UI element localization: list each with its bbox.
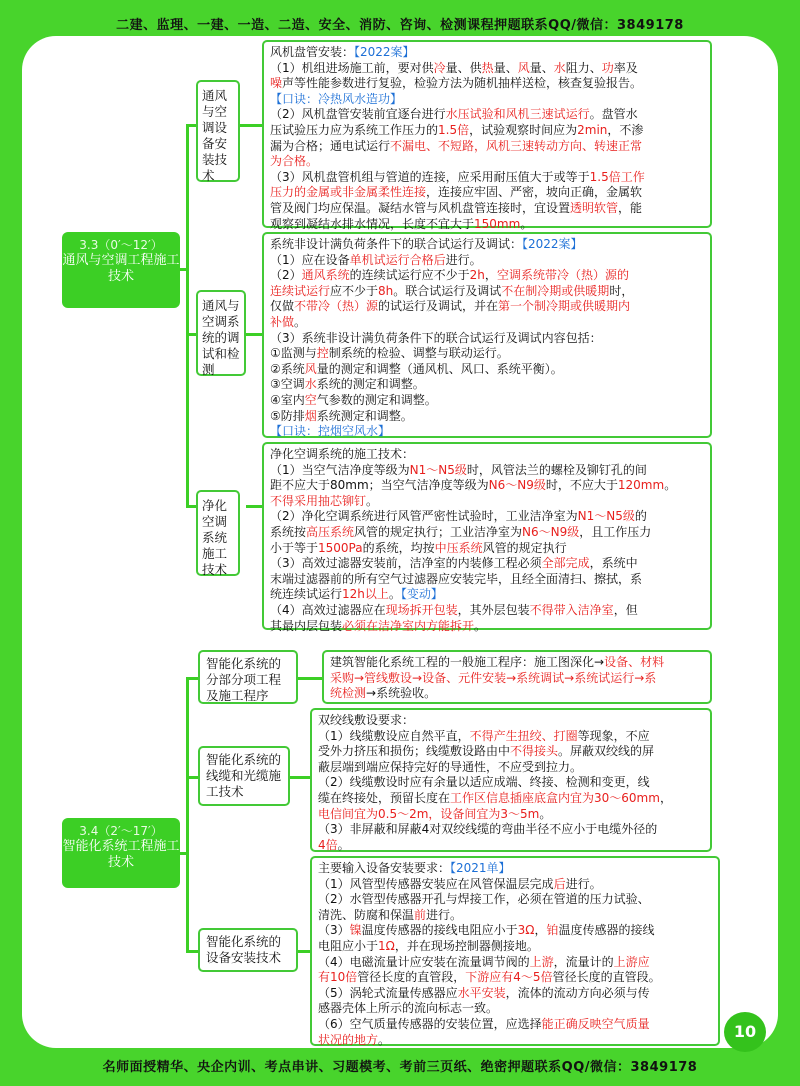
- text-line: 不得采用抽芯铆钉。: [270, 493, 379, 508]
- content-box-subdivision-procedure: [322, 650, 712, 704]
- text-line: ③空调水系统的测定和调整。: [270, 377, 425, 392]
- text-line: ⑤防排烟系统测定和调整。: [270, 408, 413, 423]
- text-line: 补做。: [270, 314, 307, 329]
- content-box-device-install: [310, 856, 720, 1046]
- text-line: 距不应大于80mm；当空气洁净度等级为N6～N9级时，不应大于120mm。: [270, 478, 677, 493]
- text-line: （3）高效过滤器安装前，洁净室的内装修工程必须全部完成，系统中: [270, 556, 638, 571]
- bottom-banner: 名师面授精华、央企内训、考点串讲、习题模考、考前三页纸、绝密押题联系QQ/微信：3849178: [102, 1060, 698, 1075]
- content-box-equipment-install: [262, 40, 712, 231]
- text-line: 观察到凝结水排水情况，长度不宜大于150mm。: [270, 216, 533, 231]
- text-line: （6）空气质量传感器的安装位置，应选择能正确反映空气质量: [318, 1016, 650, 1031]
- connector: [186, 677, 198, 680]
- text-line: 感器壳体上所示的流向标志一致。: [318, 1001, 499, 1016]
- connector: [186, 124, 196, 127]
- section-title: 智能化系统工程施工技术: [62, 839, 180, 870]
- text-line: ①监测与控制系统的检验、调整与联动运行。: [270, 346, 509, 361]
- text-line: （3）镍温度传感器的接线电阻应小于3Ω，铂温度传感器的接线: [318, 923, 655, 938]
- text-line: （4）电磁流量计应安装在流量调节阀的上游，流量计的上游应: [318, 954, 650, 969]
- text-line: （1）应在设备单机试运行合格后进行。: [270, 252, 482, 267]
- text-line: 系统按高压系统风管的规定执行；工业洁净室为N6～N9级，且工作压力: [270, 524, 652, 539]
- connector: [246, 333, 262, 336]
- text-line: ④室内空气参数的测定和调整。: [270, 392, 437, 407]
- text-line: 4倍。: [318, 837, 350, 852]
- text-line: （1）线缆敷设应自然平直，不得产生扭绞、打圈等现象，不应: [318, 728, 650, 743]
- text-line: 受外力挤压和损伤；线缆敷设路由中不得接头。屏蔽双绞线的屏: [318, 744, 655, 759]
- text-line: （5）涡轮式流量传感器应水平安装，流体的流动方向必须与传: [318, 985, 650, 1000]
- connector: [298, 677, 322, 680]
- content-box-cable-fiber: [310, 708, 712, 852]
- content-box-system-commissioning: [262, 232, 712, 438]
- text-line: 电信间宜为0.5～2m，设备间宜为3～5m。: [318, 806, 552, 821]
- text-line: 蔽层端到端应保持完好的导通性，不应受到拉力。: [318, 759, 583, 774]
- text-line: 末端过滤器前的所有空气过滤器应安装完毕，且经全面清扫、擦拭，系: [270, 571, 643, 586]
- text-line: 小于等于1500Pa的系统，均按中压系统风管的规定执行: [270, 540, 567, 555]
- text-line: （2）线缆敷设时应有余量以适应成端、终接、检测和变更，线: [318, 775, 650, 790]
- text-line: （2）通风系统的连续试运行应不少于2h，空调系统带冷（热）源的: [270, 268, 629, 283]
- connector: [186, 776, 198, 779]
- text-line: 电阻应小于1Ω，并在现场控制器侧接地。: [318, 938, 539, 953]
- topic-label-device-install: 智能化系统的设备安装技术: [198, 928, 298, 972]
- connector: [246, 505, 262, 508]
- text-line: （3）非屏蔽和屏蔽4对双绞线缆的弯曲半径不应小于电缆外径的: [318, 822, 658, 837]
- top-banner: 二建、监理、一建、一造、二造、安全、消防、咨询、检测课程押题联系QQ/微信：3849178: [116, 18, 684, 33]
- connector: [186, 505, 196, 508]
- text-line: 噪声等性能参数进行复验，检验方法为随机抽样送检，核查复验报告。: [270, 76, 643, 91]
- section-code: 3.4（2′～17′）: [79, 824, 163, 838]
- text-line: 其最内层包装必须在洁净室内方能拆开。: [270, 618, 487, 633]
- text-line: ②系统风量的测定和调整（通风机、风口、系统平衡）。: [270, 361, 563, 376]
- section-3-4-chip: [62, 818, 180, 888]
- topic-label-equipment-install: 通风与空调设备安装技术: [196, 80, 240, 182]
- text-line: 净化空调系统的施工技术：: [270, 447, 415, 461]
- topic-label-cable-fiber: 智能化系统的线缆和光缆施工技术: [198, 746, 290, 806]
- connector: [290, 776, 310, 779]
- text-line: 缆在终接处，预留长度在工作区信息插座底盒内宜为30～60mm，: [318, 790, 672, 805]
- topic-label-system-commissioning: 通风与空调系统的调试和检测: [196, 290, 246, 376]
- connector: [186, 124, 189, 507]
- text-line: 风机盘管安装：【2022案】: [270, 45, 415, 59]
- section-code: 3.3（0′～12′）: [79, 238, 163, 252]
- text-line: （3）系统非设计满负荷条件下的联合试运行及调试内容包括：: [270, 330, 602, 345]
- text-line: 采购→管线敷设→设备、元件安装→系统调试→系统试运行→系: [330, 670, 657, 685]
- text-line: 建筑智能化系统工程的一般施工程序：施工图深化→设备、材料: [330, 655, 665, 669]
- section-3-3-chip: [62, 232, 180, 308]
- connector: [298, 950, 310, 953]
- section-title: 通风与空调工程施工技术: [62, 253, 180, 284]
- text-line: 状况的地方。: [318, 1032, 391, 1047]
- connector: [186, 333, 196, 336]
- text-line: 管及阀门均应保温。凝结水管与风机盘管连接时，宜设置透明软管，能: [270, 200, 643, 215]
- text-line: （1）机组进场施工前，要对供冷量、供热量、风量、水阻力、功率及: [270, 60, 638, 75]
- connector: [186, 677, 189, 952]
- text-line: 漏为合格；通电试运行不漏电、不短路，风机三速转动方向、转速正常: [270, 138, 643, 153]
- text-line: 压力的金属或非金属柔性连接，连接应牢固、严密，坡向正确，金属软: [270, 185, 643, 200]
- text-line: 【口诀：控烟空风水】: [270, 424, 391, 439]
- connector: [186, 950, 198, 953]
- text-line: 有10倍管径长度的直管段，下游应有4～5倍管径长度的直管段。: [318, 970, 661, 985]
- text-line: 双绞线敷设要求：: [318, 713, 415, 727]
- text-line: （2）净化空调系统进行风管严密性试验时，工业洁净室为N1～N5级的: [270, 509, 647, 524]
- text-line: （2）风机盘管安装前宜逐台进行水压试验和风机三速试运行。盘管水: [270, 107, 638, 122]
- text-line: （2）水管型传感器开孔与焊接工作，必须在管道的压力试验、: [318, 892, 650, 907]
- page-number: 10: [724, 1012, 766, 1052]
- text-line: 主要输入设备安装要求：【2021单】: [318, 861, 511, 875]
- text-line: 压试验压力应为系统工作压力的1.5倍，试验观察时间应为2min，不渗: [270, 122, 644, 137]
- text-line: 统连续试运行12h以上。【变动】: [270, 587, 443, 602]
- text-line: 系统非设计满负荷条件下的联合试运行及调试：【2022案】: [270, 237, 583, 251]
- text-line: 仅做不带冷（热）源的试运行及调试，并在第一个制冷期或供暖期内: [270, 299, 631, 314]
- topic-label-clean-aircon: 净化空调系统施工技术: [196, 490, 240, 576]
- text-line: （4）高效过滤器应在现场拆开包装，其外层包装不得带入洁净室，但: [270, 602, 638, 617]
- text-line: 清洗、防腐和保温前进行。: [318, 907, 463, 922]
- text-line: （1）风管型传感器安装应在风管保温层完成后进行。: [318, 876, 602, 891]
- topic-label-subdivision-procedure: 智能化系统的分部分项工程及施工程序: [198, 650, 298, 704]
- content-box-clean-aircon: [262, 442, 712, 633]
- text-line: （1）当空气洁净度等级为N1～N5级时，风管法兰的螺栓及铆钉孔的间: [270, 462, 647, 477]
- text-line: 为合格。: [270, 154, 319, 169]
- text-line: 【口诀：冷热风水造功】: [270, 91, 403, 106]
- text-line: （3）风机盘管机组与管道的连接，应采用耐压值大于或等于1.5倍工作: [270, 169, 645, 184]
- text-line: 连续试运行应不少于8h。联合试运行及调试不在制冷期或供暖期时，: [270, 283, 634, 298]
- connector: [240, 124, 262, 127]
- text-line: 统检测→系统验收。: [330, 686, 437, 701]
